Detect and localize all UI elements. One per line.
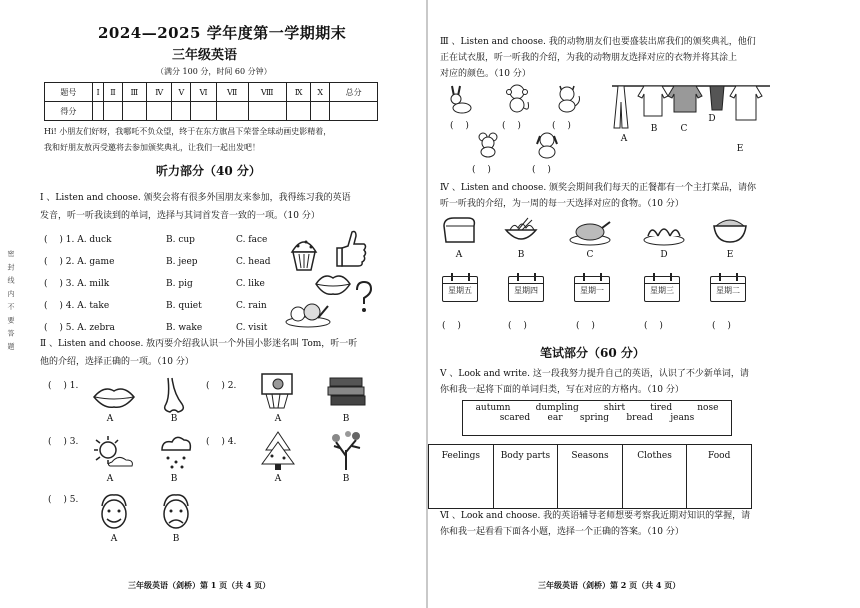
- calendar-monday: [574, 276, 610, 302]
- q1-item-option-c: C. visit: [236, 323, 268, 333]
- word-bank-row-1: [463, 401, 731, 413]
- score-header-cell: V: [172, 83, 191, 102]
- word-bank-word: jeans: [670, 413, 695, 423]
- q2-4-a: A: [274, 474, 282, 484]
- score-header-cell: 题号: [45, 83, 93, 102]
- exam-note: （满分 100 分，时间 60 分钟）: [156, 67, 272, 76]
- clothes-e: E: [736, 144, 744, 154]
- score-header-cell: Ⅹ: [311, 83, 330, 102]
- roast-chicken-icon: [568, 218, 612, 246]
- clothes-d: D: [708, 114, 716, 124]
- food-c: C: [586, 250, 594, 260]
- word-bank-word: ear: [547, 413, 563, 423]
- score-header-cell: Ⅳ: [147, 83, 172, 102]
- seal-line-text: 密 封 线 内 不 要 答 题: [7, 250, 15, 352]
- q1-line-2: 发音，听一听我读到的单词，选择与其词首发音一致的一项。（10 分）: [40, 211, 320, 221]
- clothes-b: B: [650, 124, 658, 134]
- day-label: 星期三: [650, 286, 674, 295]
- q1-item-option-c: C. head: [236, 257, 271, 267]
- nose-icon: [156, 376, 190, 416]
- day-label: 星期四: [514, 286, 538, 295]
- score-header-row: [45, 83, 378, 102]
- score-value-row: [45, 102, 378, 121]
- q1-item-option-a: ( ) 4. A. take: [44, 301, 110, 311]
- right-footer: 三年级英语（剑桥）第 2 页（共 4 页）: [538, 580, 681, 590]
- q2-item-4: ( ) 4.: [206, 437, 237, 447]
- day-label: 星期一: [580, 286, 604, 295]
- q1-item-option-c: C. like: [236, 279, 265, 289]
- autumn-tree-icon: [326, 428, 366, 472]
- q4-line-1: Ⅳ 、Listen and choose. 颁奖会期间我们每天的正餐都有一个主打菜品，请你: [440, 183, 757, 193]
- winter-tree-icon: [258, 428, 298, 472]
- score-header-cell: Ⅲ: [122, 83, 146, 102]
- books-stack-icon: [326, 374, 368, 408]
- q2-4-b: B: [342, 474, 350, 484]
- score-header-cell: Ⅷ: [248, 83, 286, 102]
- q2-5-a: A: [110, 534, 118, 544]
- q6-line-1: Ⅵ 、Look and choose. 我的英语辅导老师想要考察我近期对知识的掌握，请: [440, 511, 751, 521]
- q2-2-b: B: [342, 414, 350, 424]
- happy-face-icon: [96, 492, 132, 532]
- written-header: 笔试部分（60 分）: [540, 346, 645, 360]
- q1-item-option-c: C. rain: [236, 301, 267, 311]
- food-a: A: [455, 250, 463, 260]
- clothes-a: A: [620, 134, 628, 144]
- category-cell[interactable]: Seasons: [558, 445, 623, 509]
- day-label: 星期二: [716, 286, 740, 295]
- monkey-icon: [502, 82, 532, 114]
- word-bank-word: dumpling: [535, 403, 579, 413]
- cupcake-icon: [286, 232, 322, 272]
- score-input-cell[interactable]: [147, 102, 172, 121]
- score-input-cell[interactable]: [172, 102, 191, 121]
- day-label: 星期五: [448, 286, 472, 295]
- basketball-hoop-icon: [258, 372, 298, 410]
- q3-line-1: Ⅲ 、Listen and choose. 我的动物朋友们也要盛装出席我们的颁奖典礼，他们: [440, 37, 756, 47]
- word-bank-word: spring: [579, 413, 610, 423]
- exam-title: 2024—2025 学年度第一学期期末: [98, 24, 347, 42]
- q1-item-option-a: ( ) 3. A. milk: [44, 279, 110, 289]
- sun-icon: [92, 432, 136, 472]
- q1-item-option-b: B. wake: [166, 323, 203, 333]
- word-bank-box: [462, 400, 732, 436]
- q3-paren-rabbit: ( ): [450, 121, 469, 131]
- food-b: B: [517, 250, 525, 260]
- score-header-cell: 总分: [330, 83, 378, 102]
- dumplings-icon: [642, 218, 686, 246]
- intro-line-1: Hi! 小朋友们好呀，我哪吒不负众望，终于在东方旗昌下荣誉全球动画史影精着，: [44, 127, 332, 136]
- mouse-icon: [474, 130, 504, 158]
- q2-line-2: 他的介绍，选择正确的一项。（10 分）: [40, 357, 194, 367]
- left-page: [0, 0, 428, 608]
- category-table: [428, 444, 752, 509]
- q5-line-2: 你和我一起将下面的单词归类，写在对应的方格内。（10 分）: [440, 385, 684, 395]
- left-footer: 三年级英语（剑桥）第 1 页（共 4 页）: [128, 580, 271, 590]
- word-bank-word: scared: [499, 413, 531, 423]
- q4-paren-5: ( ): [712, 321, 731, 331]
- q2-item-1: ( ) 1.: [48, 381, 79, 391]
- listening-header: 听力部分（40 分）: [156, 164, 261, 178]
- q3-paren-mouse: ( ): [472, 165, 491, 175]
- q4-paren-3: ( ): [576, 321, 595, 331]
- rice-bowl-icon: [712, 214, 748, 246]
- category-cell[interactable]: Body parts: [493, 445, 558, 509]
- score-input-cell[interactable]: [104, 102, 122, 121]
- score-input-cell[interactable]: [286, 102, 310, 121]
- q4-line-2: 听一听我的介绍，为一周的每一天选择对应的食物。（10 分）: [440, 199, 684, 209]
- q1-item-option-b: B. pig: [166, 279, 193, 289]
- q5-line-1: V 、Look and write. 这一段我努力提升自己的英语，认识了不少新单词，请: [440, 369, 749, 379]
- q2-1-a: A: [106, 414, 114, 424]
- dog-icon: [532, 130, 562, 160]
- calendar-tuesday: [710, 276, 746, 302]
- q3-line-3: 对应的颜色。（10 分）: [440, 69, 531, 79]
- clothes-c: C: [680, 124, 688, 134]
- sad-face-icon: [158, 492, 194, 532]
- calendar-wednesday: [644, 276, 680, 302]
- q4-paren-1: ( ): [442, 321, 461, 331]
- q1-line-1: I 、Listen and choose. 颁奖会将有很多外国朋友来参加，我得练习我的英语: [40, 193, 351, 203]
- q4-paren-2: ( ): [508, 321, 527, 331]
- q2-line-1: Ⅱ 、Listen and choose. 敖丙要介绍我认识一个外国小影迷名叫 Tom，听一听: [40, 339, 358, 349]
- q6-line-2: 你和我一起看看下面各小题，选择一个正确的答案。（10 分）: [440, 527, 684, 537]
- word-bank-word: bread: [626, 413, 653, 423]
- word-bank-row-2: [463, 413, 731, 423]
- score-header-cell: Ⅵ: [191, 83, 216, 102]
- category-row: [429, 445, 752, 509]
- cat-icon: [552, 82, 582, 114]
- food-pile-icon: [284, 298, 332, 328]
- word-bank-word: tired: [650, 403, 673, 413]
- bread-icon: [442, 216, 476, 246]
- q4-paren-4: ( ): [644, 321, 663, 331]
- score-row-label: 得分: [45, 102, 93, 121]
- q2-item-3: ( ) 3.: [48, 437, 79, 447]
- noodles-icon: [504, 216, 538, 246]
- question-mark-icon: [352, 280, 374, 314]
- q1-item-option-b: B. cup: [166, 235, 195, 245]
- score-header-cell: I: [92, 83, 104, 102]
- category-cell[interactable]: Clothes: [622, 445, 687, 509]
- food-d: D: [660, 250, 668, 260]
- mouth-icon: [92, 384, 136, 410]
- q1-item-option-a: ( ) 5. A. zebra: [44, 323, 115, 333]
- q2-2-a: A: [274, 414, 282, 424]
- q1-item-option-b: B. quiet: [166, 301, 202, 311]
- q2-3-a: A: [106, 474, 114, 484]
- q1-item-option-a: ( ) 2. A. game: [44, 257, 115, 267]
- score-input-cell[interactable]: [122, 102, 146, 121]
- score-input-cell[interactable]: [248, 102, 286, 121]
- q1-item-option-b: B. jeep: [166, 257, 198, 267]
- word-bank-word: nose: [697, 403, 719, 413]
- rabbit-icon: [444, 84, 474, 114]
- score-header-cell: Ⅶ: [216, 83, 248, 102]
- q1-item-option-a: ( ) 1. A. duck: [44, 235, 112, 245]
- q3-line-2: 正在试衣服，听一听我的介绍，为我的动物朋友选择对应的衣物并将其涂上: [440, 53, 738, 63]
- q3-paren-dog: ( ): [532, 165, 551, 175]
- q3-paren-cat: ( ): [552, 121, 571, 131]
- q2-5-b: B: [172, 534, 180, 544]
- thumbs-up-icon: [334, 228, 368, 268]
- q2-item-2: ( ) 2.: [206, 381, 237, 391]
- q1-item-option-c: C. face: [236, 235, 268, 245]
- score-header-cell: Ⅸ: [286, 83, 310, 102]
- q2-item-5: ( ) 5.: [48, 495, 79, 505]
- q2-3-b: B: [170, 474, 178, 484]
- q2-1-b: B: [170, 414, 178, 424]
- category-cell[interactable]: Feelings: [429, 445, 494, 509]
- snowy-weather-icon: [156, 432, 196, 472]
- intro-line-2: 我和好朋友敖丙受邀将去参加颁奖典礼，让我们一起出发吧！: [44, 143, 260, 152]
- word-bank-word: shirt: [603, 403, 626, 413]
- score-input-cell[interactable]: [191, 102, 216, 121]
- score-input-cell[interactable]: [216, 102, 248, 121]
- score-header-cell: Ⅱ: [104, 83, 122, 102]
- q3-paren-monkey: ( ): [502, 121, 521, 131]
- food-e: E: [726, 250, 734, 260]
- score-input-cell[interactable]: [311, 102, 330, 121]
- word-bank-word: autumn: [475, 403, 511, 413]
- calendar-friday: [442, 276, 478, 302]
- right-page: [428, 0, 860, 608]
- score-input-cell[interactable]: [92, 102, 104, 121]
- exam-subtitle: 三年级英语: [172, 48, 238, 63]
- calendar-thursday: [508, 276, 544, 302]
- category-cell[interactable]: Food: [687, 445, 752, 509]
- score-input-cell[interactable]: [330, 102, 378, 121]
- score-table: [44, 82, 378, 121]
- lips-icon: [314, 272, 352, 296]
